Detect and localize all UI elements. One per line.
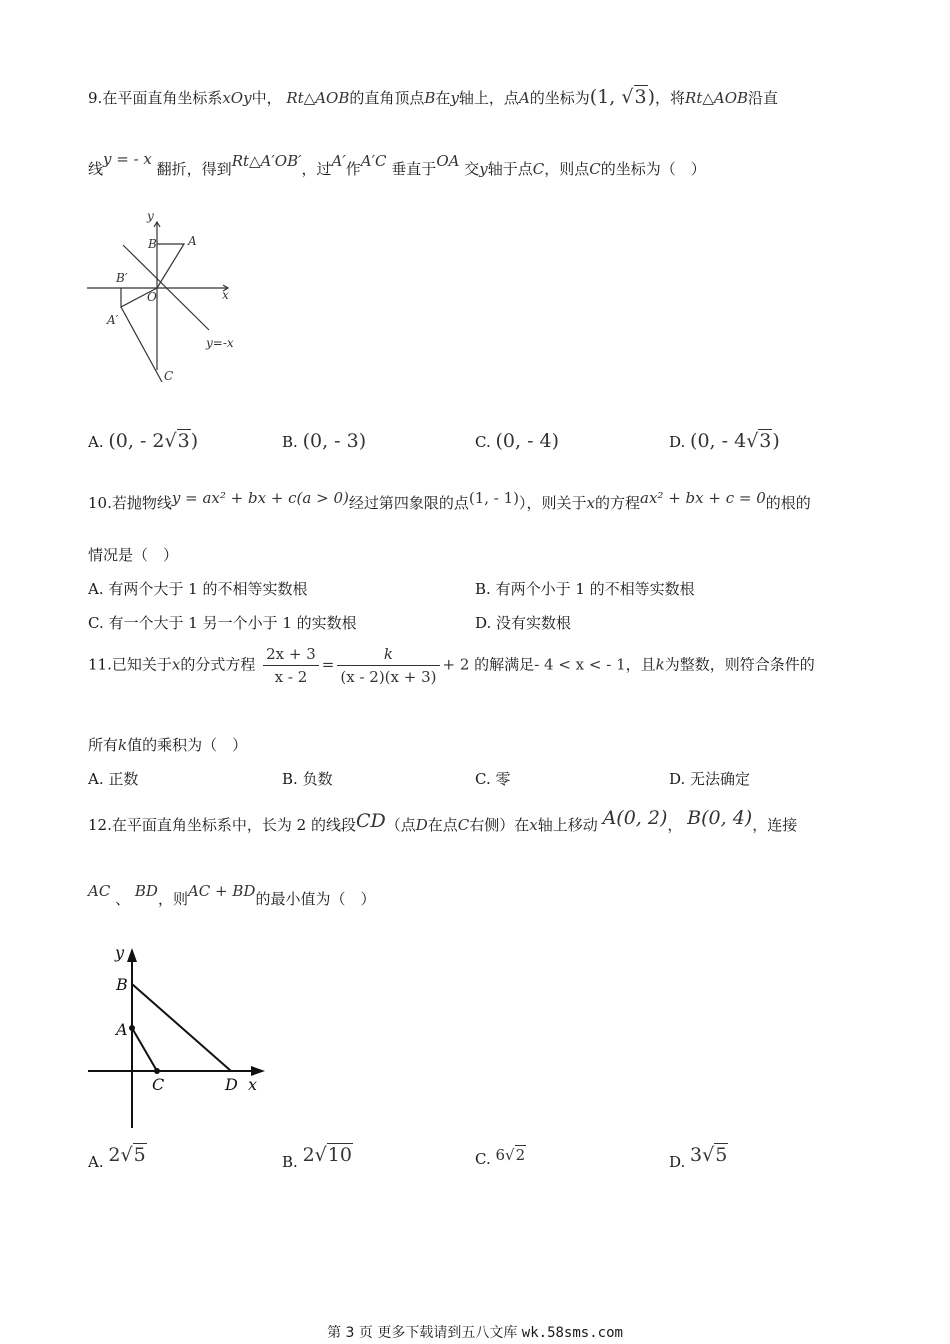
label-x: x xyxy=(248,1075,258,1094)
q12-option-d[interactable]: D. 3√5 xyxy=(669,1144,728,1171)
q9-option-d[interactable]: D. (0, - 4√3) xyxy=(669,430,780,452)
label-y: y xyxy=(147,209,154,223)
page-footer: 第 3 页 更多下载请到五八文库 wk.58sms.com xyxy=(327,1325,623,1341)
q10-line1: 10.若抛物线y = ax² + bx + c(a > 0)经过第四象限的点(1, - 1)），则关于x的方程ax² + bx + c = 0的根的 xyxy=(88,489,811,512)
q10-option-b[interactable]: B. 有两个小于 1 的不相等实数根 xyxy=(475,580,695,598)
q11-option-a[interactable]: A. 正数 xyxy=(88,770,139,788)
q11-option-d[interactable]: D. 无法确定 xyxy=(669,770,751,788)
q12-option-a[interactable]: A. 2√5 xyxy=(88,1144,146,1171)
q10-option-c[interactable]: C. 有一个大于 1 另一个小于 1 的实数根 xyxy=(88,614,357,632)
label-b: B xyxy=(116,975,128,994)
q9-line2: 线y = - x 翻折，得到Rt△A′OB′，过A′作A′C 垂直于OA 交y轴于点C，则点C的坐标为（ ） xyxy=(88,150,706,178)
label-b: B xyxy=(148,237,157,251)
segment-bd xyxy=(132,984,231,1071)
q12-figure xyxy=(85,938,265,1133)
q10-option-d[interactable]: D. 没有实数根 xyxy=(475,614,572,632)
arrow-y-icon xyxy=(127,948,137,962)
fraction-left: $\frac{2x + 3}{x - 2}$ xyxy=(263,645,319,686)
q12-line2: AC 、 BD，则AC + BD的最小值为（ ） xyxy=(88,882,376,908)
q9-figure xyxy=(85,200,260,390)
label-c: C xyxy=(152,1075,165,1094)
point-a xyxy=(129,1025,135,1031)
q11-line1: 11.已知关于x的分式方程 $\frac{2x + 3}{x - 2}$ = $\frac{k}{(x - 2)(x + 3)}$ + 2 的解满足- 4 < x < - 1，且k为整数，则符合条件的 xyxy=(88,645,815,686)
label-line: y=-x xyxy=(206,336,234,350)
q10-option-a[interactable]: A. 有两个大于 1 的不相等实数根 xyxy=(88,580,308,598)
q12-line1: 12.在平面直角坐标系中，长为 2 的线段CD（点D在点C右侧）在x轴上移动 A(0, 2)， B(0, 4)，连接 xyxy=(88,807,798,834)
coord-a: (1, √3) xyxy=(589,86,656,108)
q10-line2: 情况是（ ） xyxy=(88,546,179,564)
q11-line2: 所有k值的乘积为（ ） xyxy=(88,736,248,754)
label-o: O xyxy=(147,290,157,304)
label-d: D xyxy=(225,1075,238,1094)
q9-line1: 9.在平面直角坐标系xOy中， Rt△AOB的直角顶点B在y轴上，点A的坐标为(1, √3)，将Rt△AOB沿直 xyxy=(88,86,779,108)
label-bp: B′ xyxy=(116,271,128,285)
triangle-aob xyxy=(157,244,184,288)
q12-option-b[interactable]: B. 2√10 xyxy=(282,1144,352,1171)
fraction-right: $\frac{k}{(x - 2)(x + 3)}$ xyxy=(337,645,439,686)
label-c: C xyxy=(164,369,174,383)
q9-option-b[interactable]: B. (0, - 3) xyxy=(282,430,367,452)
label-ap: A′ xyxy=(107,313,119,327)
point-c xyxy=(154,1068,160,1074)
label-a: A xyxy=(116,1020,128,1039)
q9-option-c[interactable]: C. (0, - 4) xyxy=(475,430,560,452)
segment-ac xyxy=(132,1028,157,1071)
footer-link[interactable]: wk.58sms.com xyxy=(521,1325,623,1341)
segment-apc xyxy=(121,307,162,382)
q11-option-c[interactable]: C. 零 xyxy=(475,770,511,788)
q9-option-a[interactable]: A. (0, - 2√3) xyxy=(88,430,199,452)
label-x: x xyxy=(222,288,229,302)
q12-option-c[interactable]: C. 6√2 xyxy=(475,1146,526,1168)
q11-option-b[interactable]: B. 负数 xyxy=(282,770,333,788)
label-y: y xyxy=(115,943,125,962)
label-a: A xyxy=(188,234,197,248)
